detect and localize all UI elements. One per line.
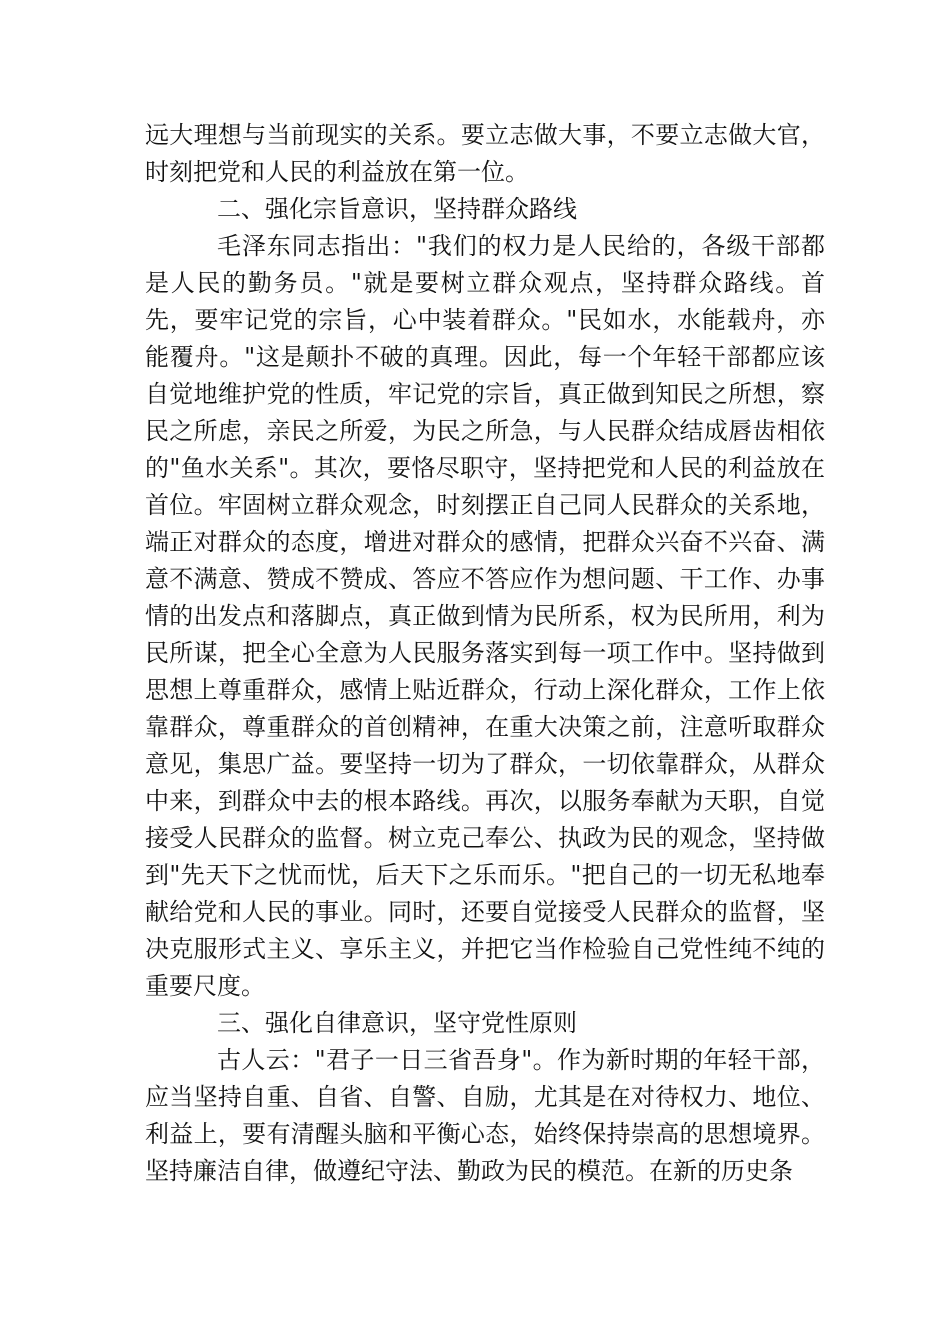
paragraph-self-discipline: 古人云："君子一日三省吾身"。作为新时期的年轻干部，应当坚持自重、自省、自警、自励，尤其是在对待权力、地位、利益上，要有清醒头脑和平衡心态，始终保持崇高的思想境界。坚持廉洁自律，做遵纪守法、勤政为民的模范。在新的历史条 <box>145 1046 825 1185</box>
section-heading-2: 二、强化宗旨意识，坚持群众路线 <box>217 195 577 223</box>
section-heading-3: 三、强化自律意识，坚守党性原则 <box>217 1009 577 1037</box>
paragraph-continuation: 远大理想与当前现实的关系。要立志做大事，不要立志做大官，时刻把党和人民的利益放在第一位。 <box>145 121 825 186</box>
paragraph-mass-line: 毛泽东同志指出："我们的权力是人民给的，各级干部都是人民的勤务员。"就是要树立群众观点，坚持群众路线。首先，要牢记党的宗旨，心中装着群众。"民如水，水能载舟，亦能覆舟。"这是颠扑不破的真理。因此，每一个年轻干部都应该自觉地维护党的性质，牢记党的宗旨，真正做到知民之所想，察民之所虑，亲民之所爱，为民之所急，与人民群众结成唇齿相依的"鱼水关系"。其次，要恪尽职守，坚持把党和人民的利益放在首位。牢固树立群众观念，时刻摆正自己同人民群众的关系地，端正对群众的态度，增进对群众的感情，把群众兴奋不兴奋、满意不满意、赞成不赞成、答应不答应作为想问题、干工作、办事情的出发点和落脚点，真正做到情为民所系，权为民所用，利为民所谋，把全心全意为人民服务落实到每一项工作中。坚持做到思想上尊重群众，感情上贴近群众，行动上深化群众，工作上依靠群众，尊重群众的首创精神，在重大决策之前，注意听取群众意见，集思广益。要坚持一切为了群众，一切依靠群众，从群众中来，到群众中去的根本路线。再次，以服务奉献为天职，自觉接受人民群众的监督。树立克己奉公、执政为民的观念，坚持做到"先天下之忧而忧，后天下之乐而乐。"把自己的一切无私地奉献给党和人民的事业。同时，还要自觉接受人民群众的监督，坚决克服形式主义、享乐主义，并把它当作检验自己党性纯不纯的重要尺度。 <box>145 232 825 1000</box>
document-page <box>145 117 825 1190</box>
